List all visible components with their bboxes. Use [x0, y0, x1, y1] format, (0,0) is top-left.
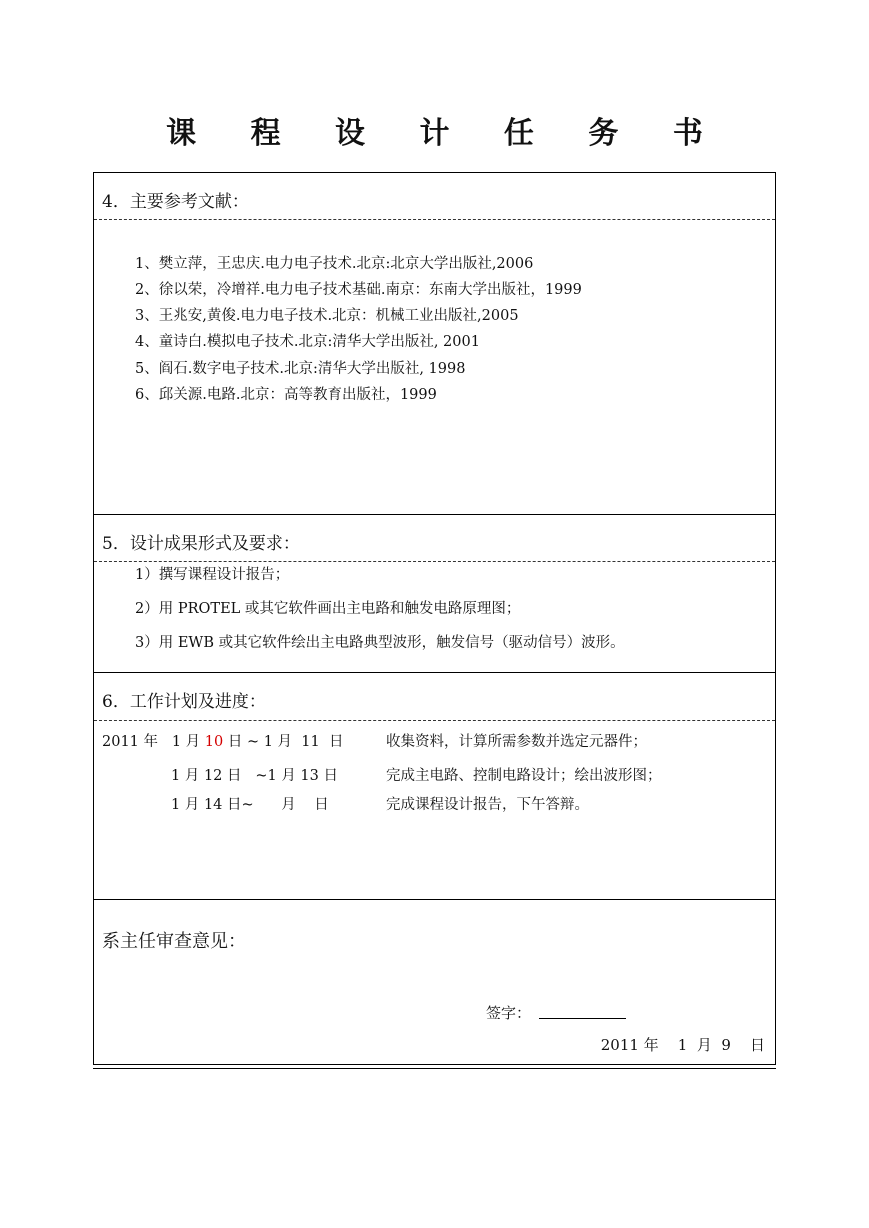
review-date: 2011 年 1 月 9 日	[600, 1036, 765, 1054]
plan-date-part: 2011 年 1 月	[102, 734, 205, 750]
plan-task: 完成课程设计报告，下午答辩。	[386, 797, 589, 813]
section-divider	[94, 514, 775, 515]
task-form	[93, 172, 776, 1065]
signature-line[interactable]	[539, 1018, 626, 1019]
requirement-item: 2）用 PROTEL 或其它软件画出主电路和触发电路原理图；	[135, 601, 521, 617]
reference-item: 5、阎石.数字电子技术.北京:清华大学出版社, 1998	[135, 361, 466, 377]
plan-date-part: 日 ~ 1 月 11 日	[223, 734, 344, 750]
section-6-heading: 6．工作计划及进度：	[102, 692, 266, 712]
review-heading: 系主任审查意见：	[102, 931, 246, 952]
frame-bottom-rule	[93, 1068, 776, 1069]
section-divider	[94, 899, 775, 900]
reference-item: 6、邱关源.电路.北京：高等教育出版社，1999	[135, 387, 437, 403]
plan-date: 1 月 14 日~ 月 日	[171, 797, 329, 813]
dashed-divider	[94, 720, 775, 721]
plan-date-highlight: 10	[204, 734, 224, 750]
plan-date	[102, 730, 343, 751]
plan-task: 完成主电路、控制电路设计；绘出波形图；	[386, 768, 662, 784]
requirement-item: 3）用 EWB 或其它软件绘出主电路典型波形，触发信号（驱动信号）波形。	[135, 635, 625, 651]
reference-item: 1、樊立萍，王忠庆.电力电子技术.北京:北京大学出版社,2006	[135, 256, 534, 272]
reference-item: 2、徐以荣，冷增祥.电力电子技术基础.南京：东南大学出版社，1999	[135, 282, 582, 298]
dashed-divider	[94, 561, 775, 562]
signature-label: 签字：	[486, 1004, 532, 1022]
dashed-divider	[94, 219, 775, 220]
plan-date: 1 月 12 日 ~1 月 13 日	[171, 768, 338, 784]
page-title: 课 程 设 计 任 务 书	[166, 116, 725, 151]
section-4-heading: 4．主要参考文献：	[102, 192, 249, 212]
section-divider	[94, 672, 775, 673]
plan-task: 收集资料，计算所需参数并选定元器件；	[386, 734, 647, 750]
reference-item: 4、童诗白.模拟电子技术.北京:清华大学出版社, 2001	[135, 334, 480, 350]
requirement-item: 1）撰写课程设计报告；	[135, 567, 290, 583]
reference-item: 3、王兆安,黄俊.电力电子技术.北京：机械工业出版社,2005	[135, 308, 519, 324]
section-5-heading: 5．设计成果形式及要求：	[102, 534, 300, 554]
